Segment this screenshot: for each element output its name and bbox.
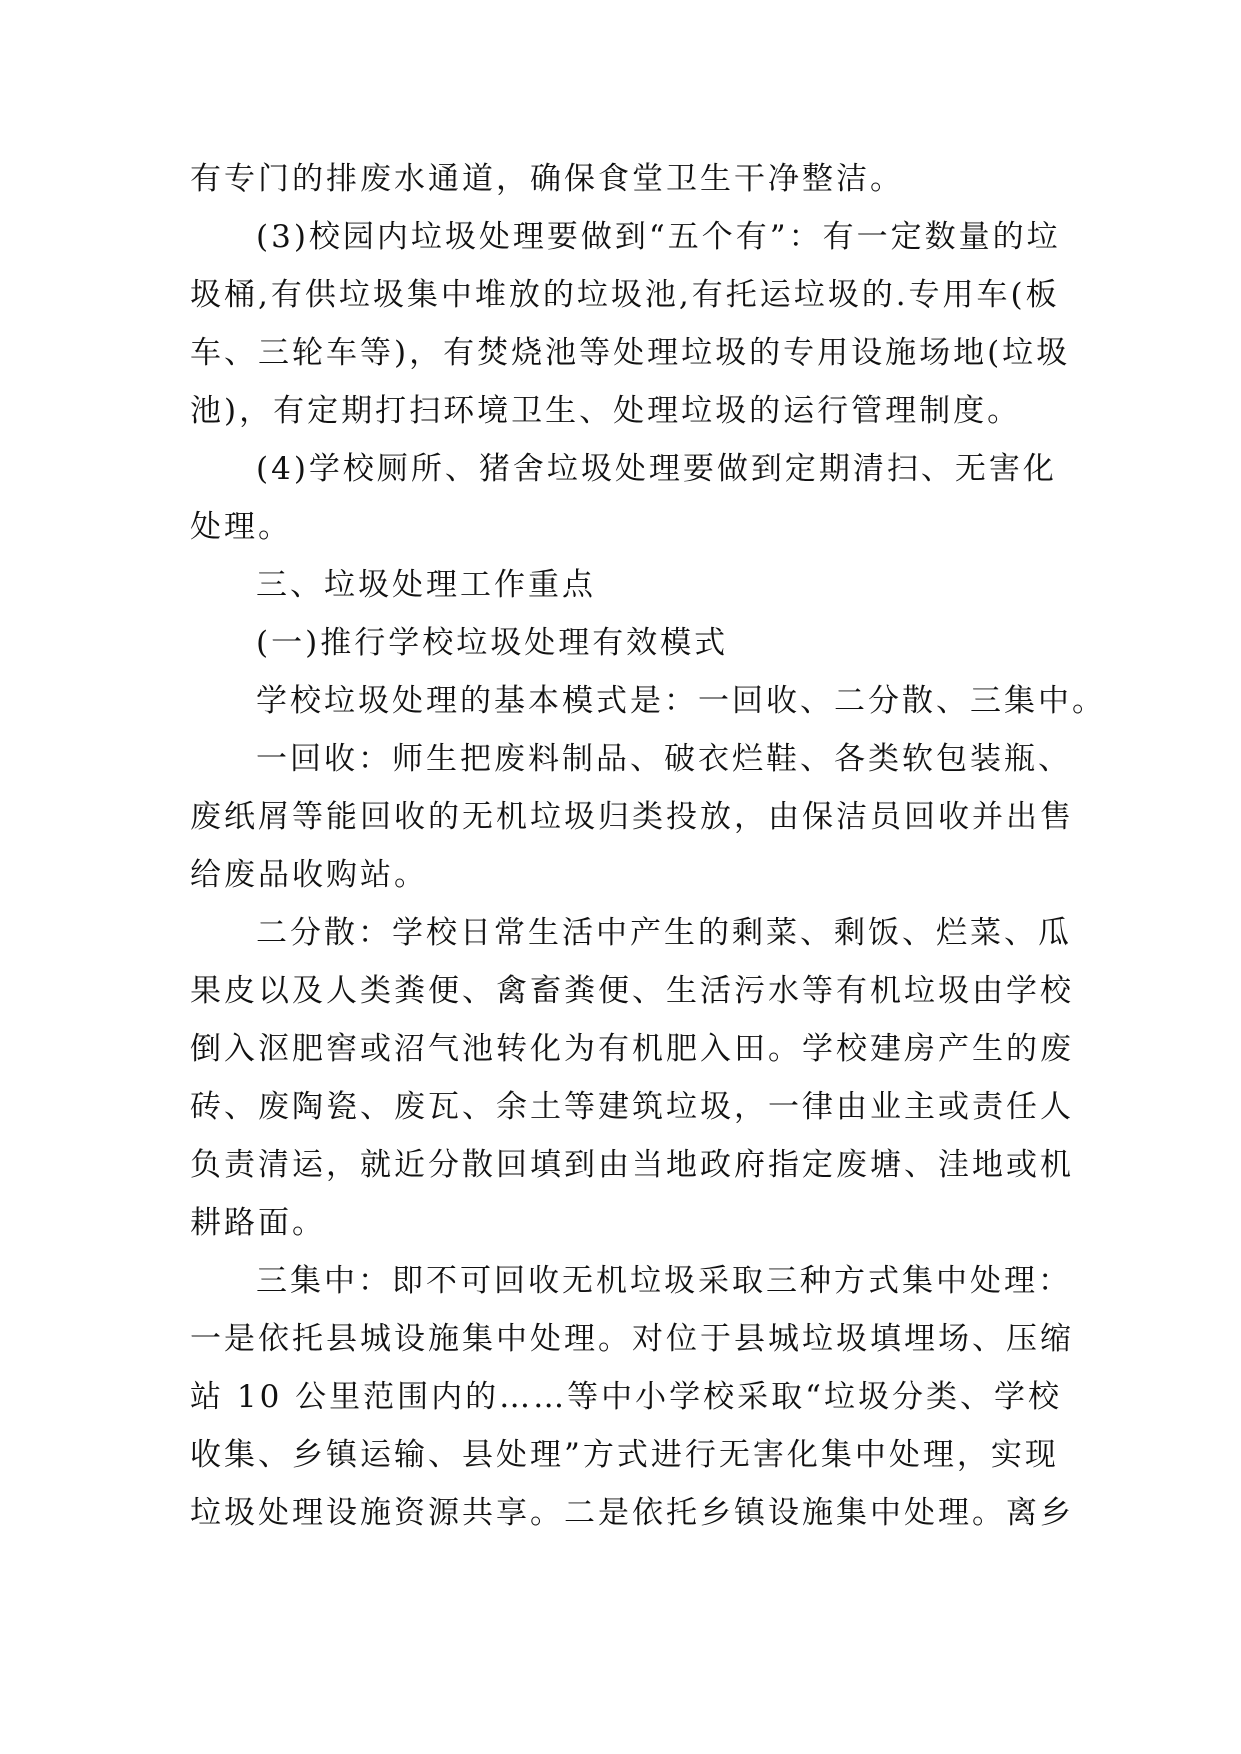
text-line: 一回收：师生把废料制品、破衣烂鞋、各类软包装瓶、 bbox=[256, 741, 1072, 777]
text-line: 学校垃圾处理的基本模式是：一回收、二分散、三集中。 bbox=[256, 683, 1106, 719]
text-line: 倒入沤肥窖或沼气池转化为有机肥入田。学校建房产生的废 bbox=[190, 1031, 1074, 1067]
text-line: 果皮以及人类粪便、禽畜粪便、生活污水等有机垃圾由学校 bbox=[190, 973, 1074, 1009]
text-line: (3)校园内垃圾处理要做到“五个有”：有一定数量的垃 bbox=[256, 219, 1061, 255]
text-line: 站 10 公里范围内的……等中小学校采取“垃圾分类、学校 bbox=[190, 1379, 1063, 1415]
text-line: (4)学校厕所、猪舍垃圾处理要做到定期清扫、无害化 bbox=[256, 451, 1057, 487]
text-line: 池)，有定期打扫环境卫生、处理垃圾的运行管理制度。 bbox=[190, 393, 1022, 429]
text-line: 三集中：即不可回收无机垃圾采取三种方式集中处理： bbox=[256, 1263, 1072, 1299]
text-line: 负责清运，就近分散回填到由当地政府指定废塘、洼地或机 bbox=[190, 1147, 1074, 1183]
text-line: 废纸屑等能回收的无机垃圾归类投放，由保洁员回收并出售 bbox=[190, 799, 1074, 835]
text-line: 耕路面。 bbox=[190, 1205, 326, 1241]
text-line: 垃圾处理设施资源共享。二是依托乡镇设施集中处理。离乡 bbox=[190, 1495, 1074, 1531]
text-line: 一是依托县城设施集中处理。对位于县城垃圾填埋场、压缩 bbox=[190, 1321, 1074, 1357]
subsection-heading: (一)推行学校垃圾处理有效模式 bbox=[256, 625, 729, 661]
text-line: 二分散：学校日常生活中产生的剩菜、剩饭、烂菜、瓜 bbox=[256, 915, 1072, 951]
text-line: 有专门的排废水通道，确保食堂卫生干净整洁。 bbox=[190, 161, 904, 197]
text-line: 处理。 bbox=[190, 509, 292, 545]
text-line: 给废品收购站。 bbox=[190, 857, 428, 893]
text-line: 砖、废陶瓷、废瓦、余土等建筑垃圾，一律由业主或责任人 bbox=[190, 1089, 1074, 1125]
text-line: 车、三轮车等)，有焚烧池等处理垃圾的专用设施场地(垃圾 bbox=[190, 335, 1071, 371]
text-line: 圾桶,有供垃圾集中堆放的垃圾池,有托运垃圾的.专用车(板 bbox=[190, 277, 1060, 313]
document-body bbox=[190, 150, 1106, 1542]
section-heading: 三、垃圾处理工作重点 bbox=[256, 567, 596, 603]
text-line: 收集、乡镇运输、县处理”方式进行无害化集中处理，实现 bbox=[190, 1437, 1059, 1473]
